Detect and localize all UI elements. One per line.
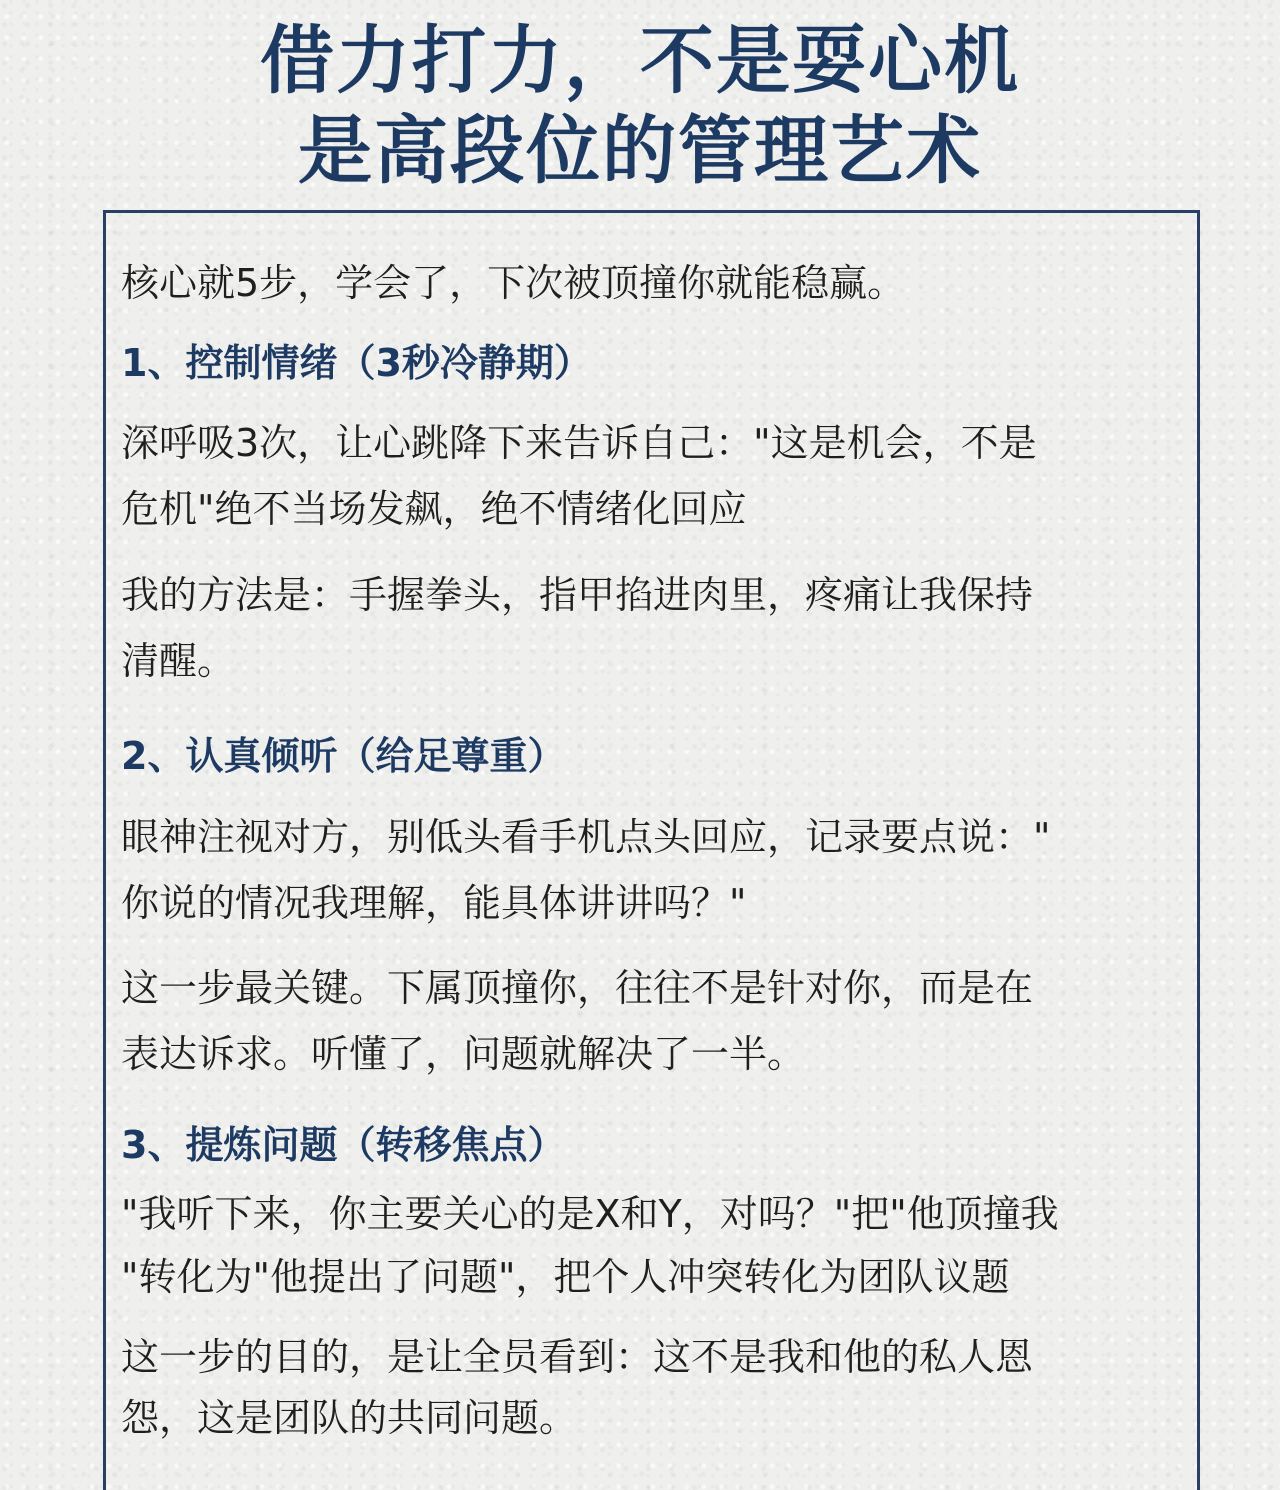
step-2-paragraph-2-line-2: 表达诉求。听懂了，问题就解决了一半。 bbox=[121, 1032, 806, 1076]
step-3-paragraph-2-line-2: 怨，这是团队的共同问题。 bbox=[121, 1396, 578, 1440]
step-2-paragraph-1-line-1: 眼神注视对方，别低头看手机点头回应，记录要点说：" bbox=[121, 815, 1051, 859]
step-1-paragraph-1-line-2: 危机"绝不当场发飙，绝不情绪化回应 bbox=[121, 487, 747, 531]
title-line-2: 是高段位的管理艺术 bbox=[298, 108, 982, 194]
step-1-paragraph-2-line-2: 清醒。 bbox=[121, 639, 236, 683]
step-3-paragraph-1-line-2: "转化为"他提出了问题"，把个人冲突转化为团队议题 bbox=[121, 1255, 1010, 1299]
intro-text: 核心就5步，学会了，下次被顶撞你就能稳赢。 bbox=[121, 261, 906, 305]
step-1-heading: 1、控制情绪（3秒冷静期） bbox=[121, 341, 592, 385]
step-2-paragraph-2-line-1: 这一步最关键。下属顶撞你，往往不是针对你，而是在 bbox=[121, 966, 1034, 1010]
step-2-paragraph-1-line-2: 你说的情况我理解，能具体讲讲吗？" bbox=[121, 881, 747, 925]
step-1-paragraph-2-line-1: 我的方法是：手握拳头，指甲掐进肉里，疼痛让我保持 bbox=[121, 573, 1034, 617]
step-3-paragraph-2-line-1: 这一步的目的，是让全员看到：这不是我和他的私人恩 bbox=[121, 1335, 1034, 1379]
step-3-heading: 3、提炼问题（转移焦点） bbox=[121, 1123, 566, 1167]
step-2-heading: 2、认真倾听（给足尊重） bbox=[121, 734, 566, 778]
step-1-paragraph-1-line-1: 深呼吸3次，让心跳降下来告诉自己："这是机会，不是 bbox=[121, 421, 1037, 465]
step-3-paragraph-1-line-1: "我听下来，你主要关心的是X和Y，对吗？"把"他顶撞我 bbox=[121, 1192, 1059, 1236]
page-title bbox=[0, 16, 1280, 196]
title-line-1: 借力打力，不是耍心机 bbox=[260, 18, 1020, 104]
